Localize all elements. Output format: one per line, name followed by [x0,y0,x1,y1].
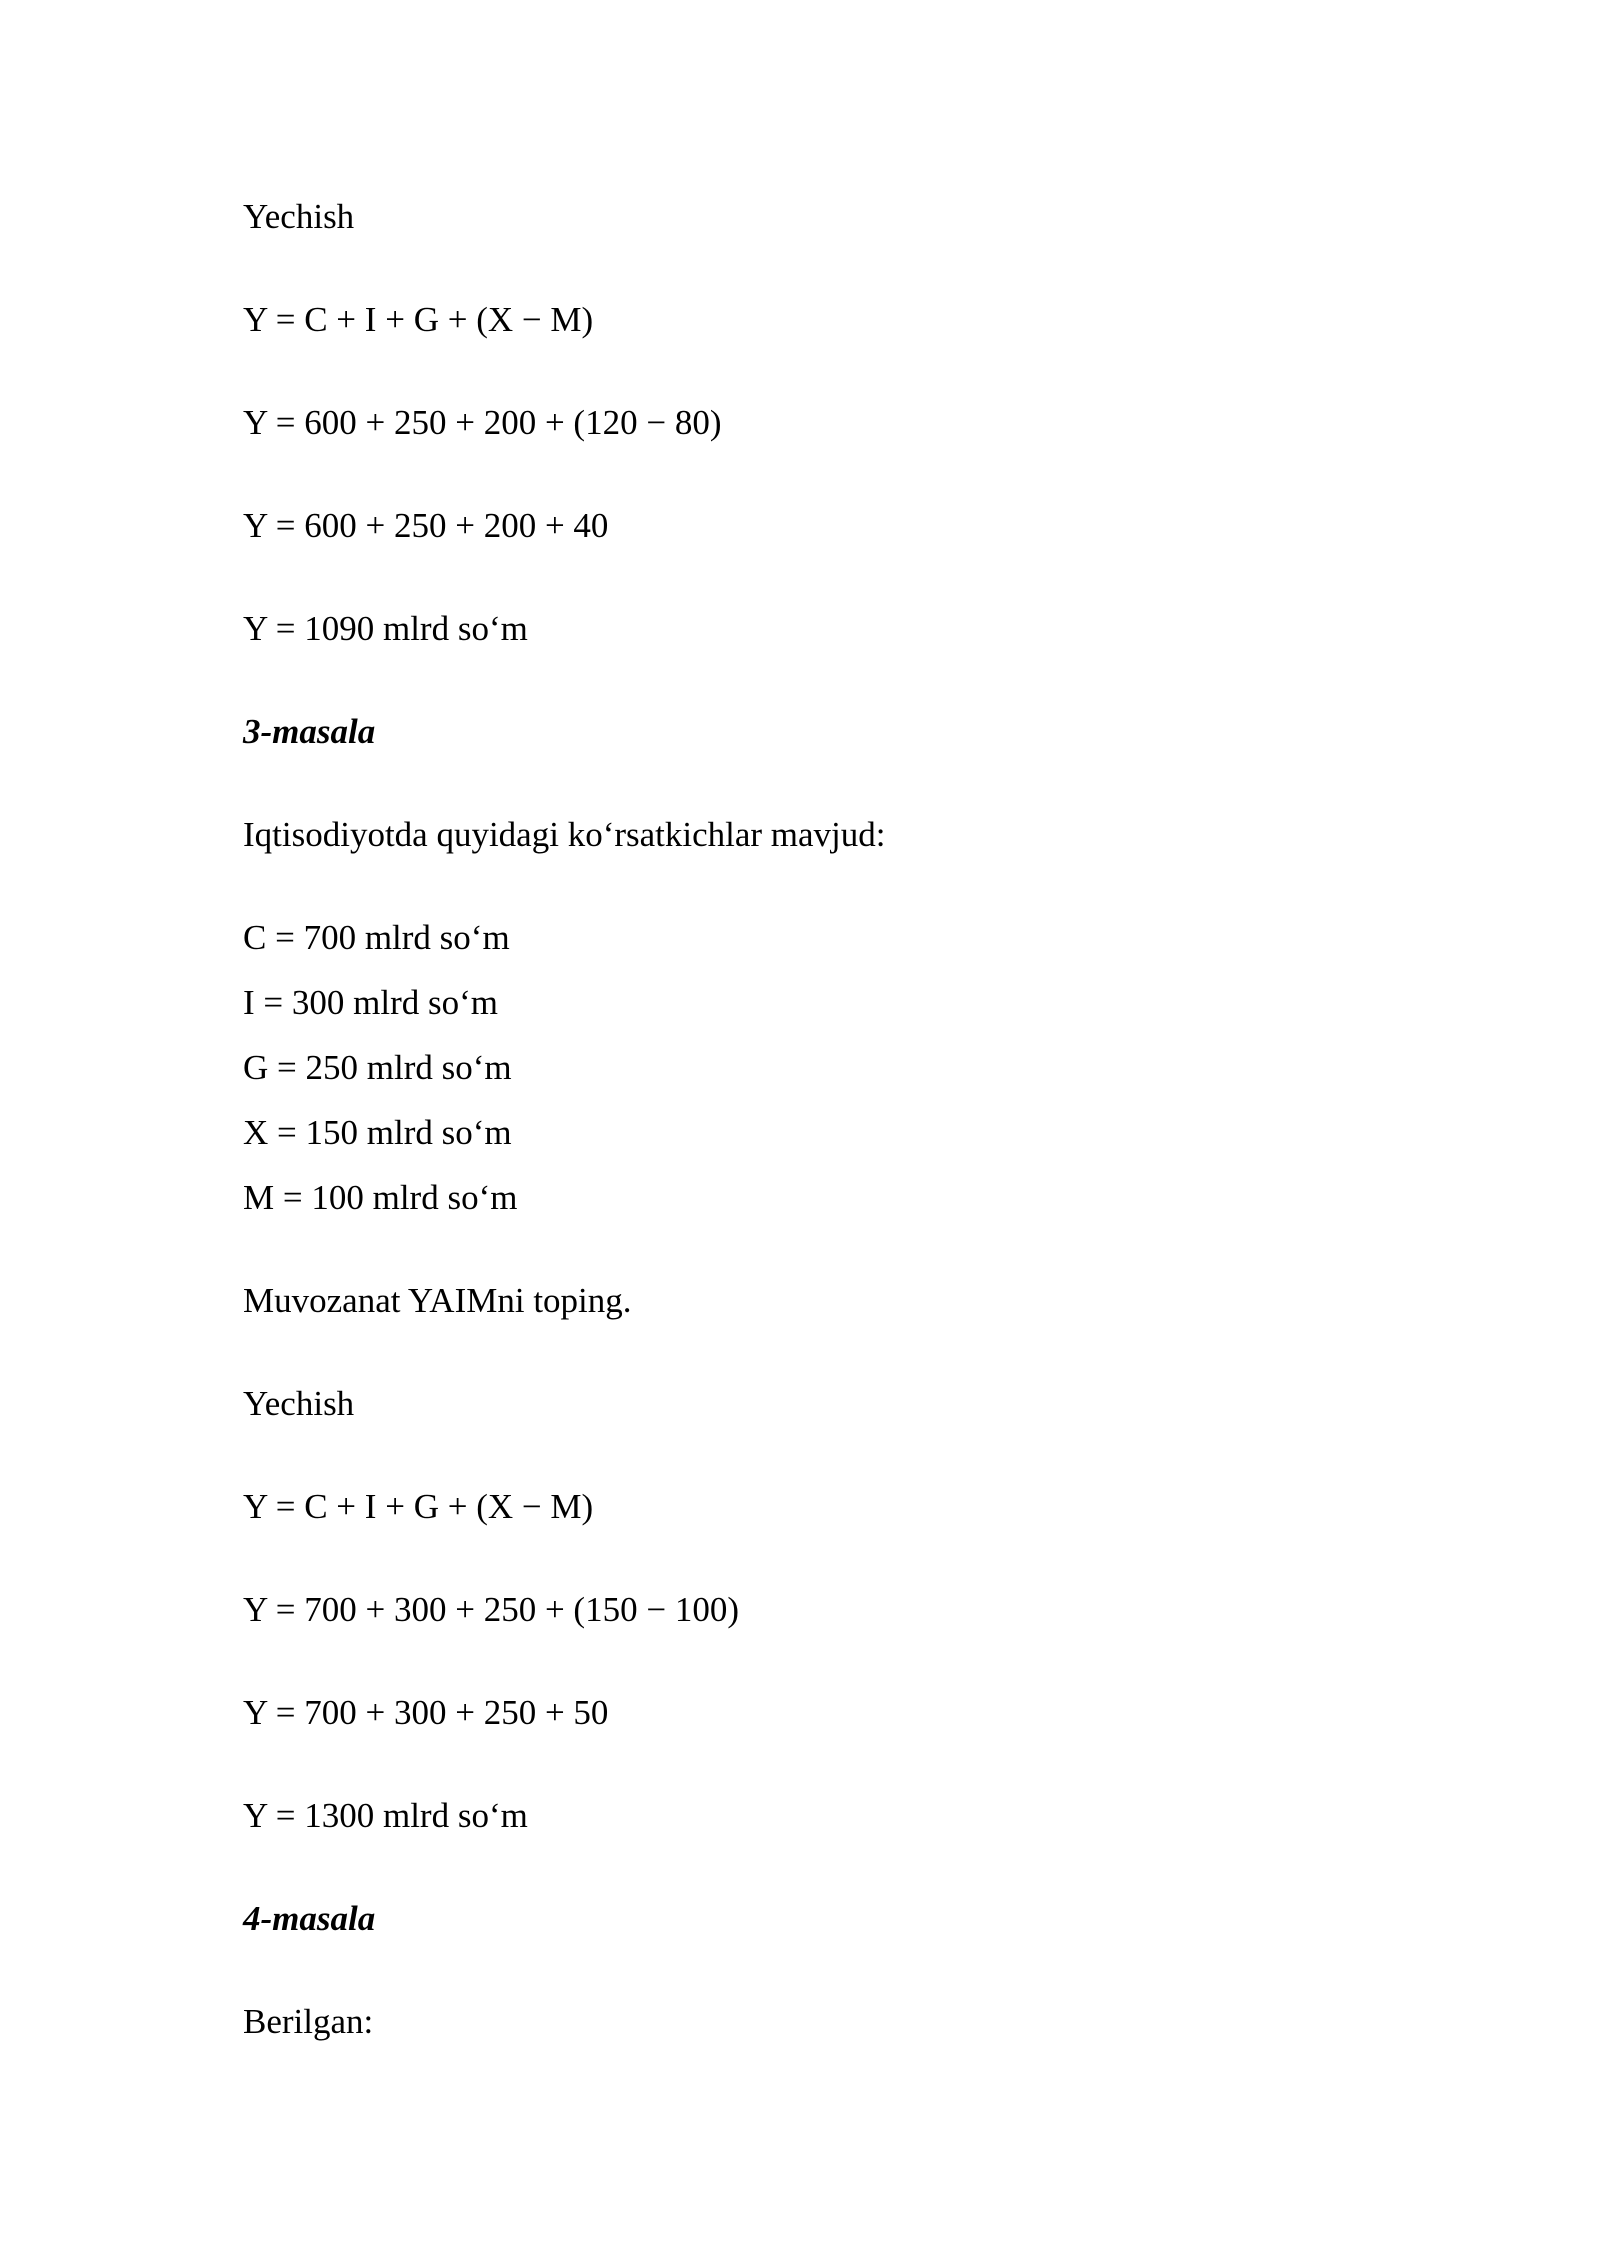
result-2: Y = 1300 mlrd so‘m [243,1796,528,1835]
formula-simplified-1: Y = 600 + 250 + 200 + 40 [243,506,609,545]
given-label-4: Berilgan: [243,2002,374,2041]
given-exports: X = 150 mlrd so‘m [243,1113,512,1152]
result-1: Y = 1090 mlrd so‘m [243,609,528,648]
solution-label-2: Yechish [243,1384,355,1423]
solution-label-1: Yechish [243,197,355,236]
given-government: G = 250 mlrd so‘m [243,1048,512,1087]
formula-simplified-2: Y = 700 + 300 + 250 + 50 [243,1693,609,1732]
given-consumption: C = 700 mlrd so‘m [243,918,510,957]
given-imports: M = 100 mlrd so‘m [243,1178,518,1217]
formula-general-2: Y = C + I + G + (X − M) [243,1487,594,1526]
problem-question-3: Muvozanat YAIMni toping. [243,1281,632,1320]
problem-intro-3: Iqtisodiyotda quyidagi ko‘rsatkichlar mavjud: [243,815,886,854]
formula-general-1: Y = C + I + G + (X − M) [243,300,594,339]
formula-substituted-2: Y = 700 + 300 + 250 + (150 − 100) [243,1590,739,1629]
given-investment: I = 300 mlrd so‘m [243,983,498,1022]
problem-heading-3: 3-masala [243,712,376,751]
formula-substituted-1: Y = 600 + 250 + 200 + (120 − 80) [243,403,722,442]
problem-heading-4: 4-masala [243,1899,376,1938]
